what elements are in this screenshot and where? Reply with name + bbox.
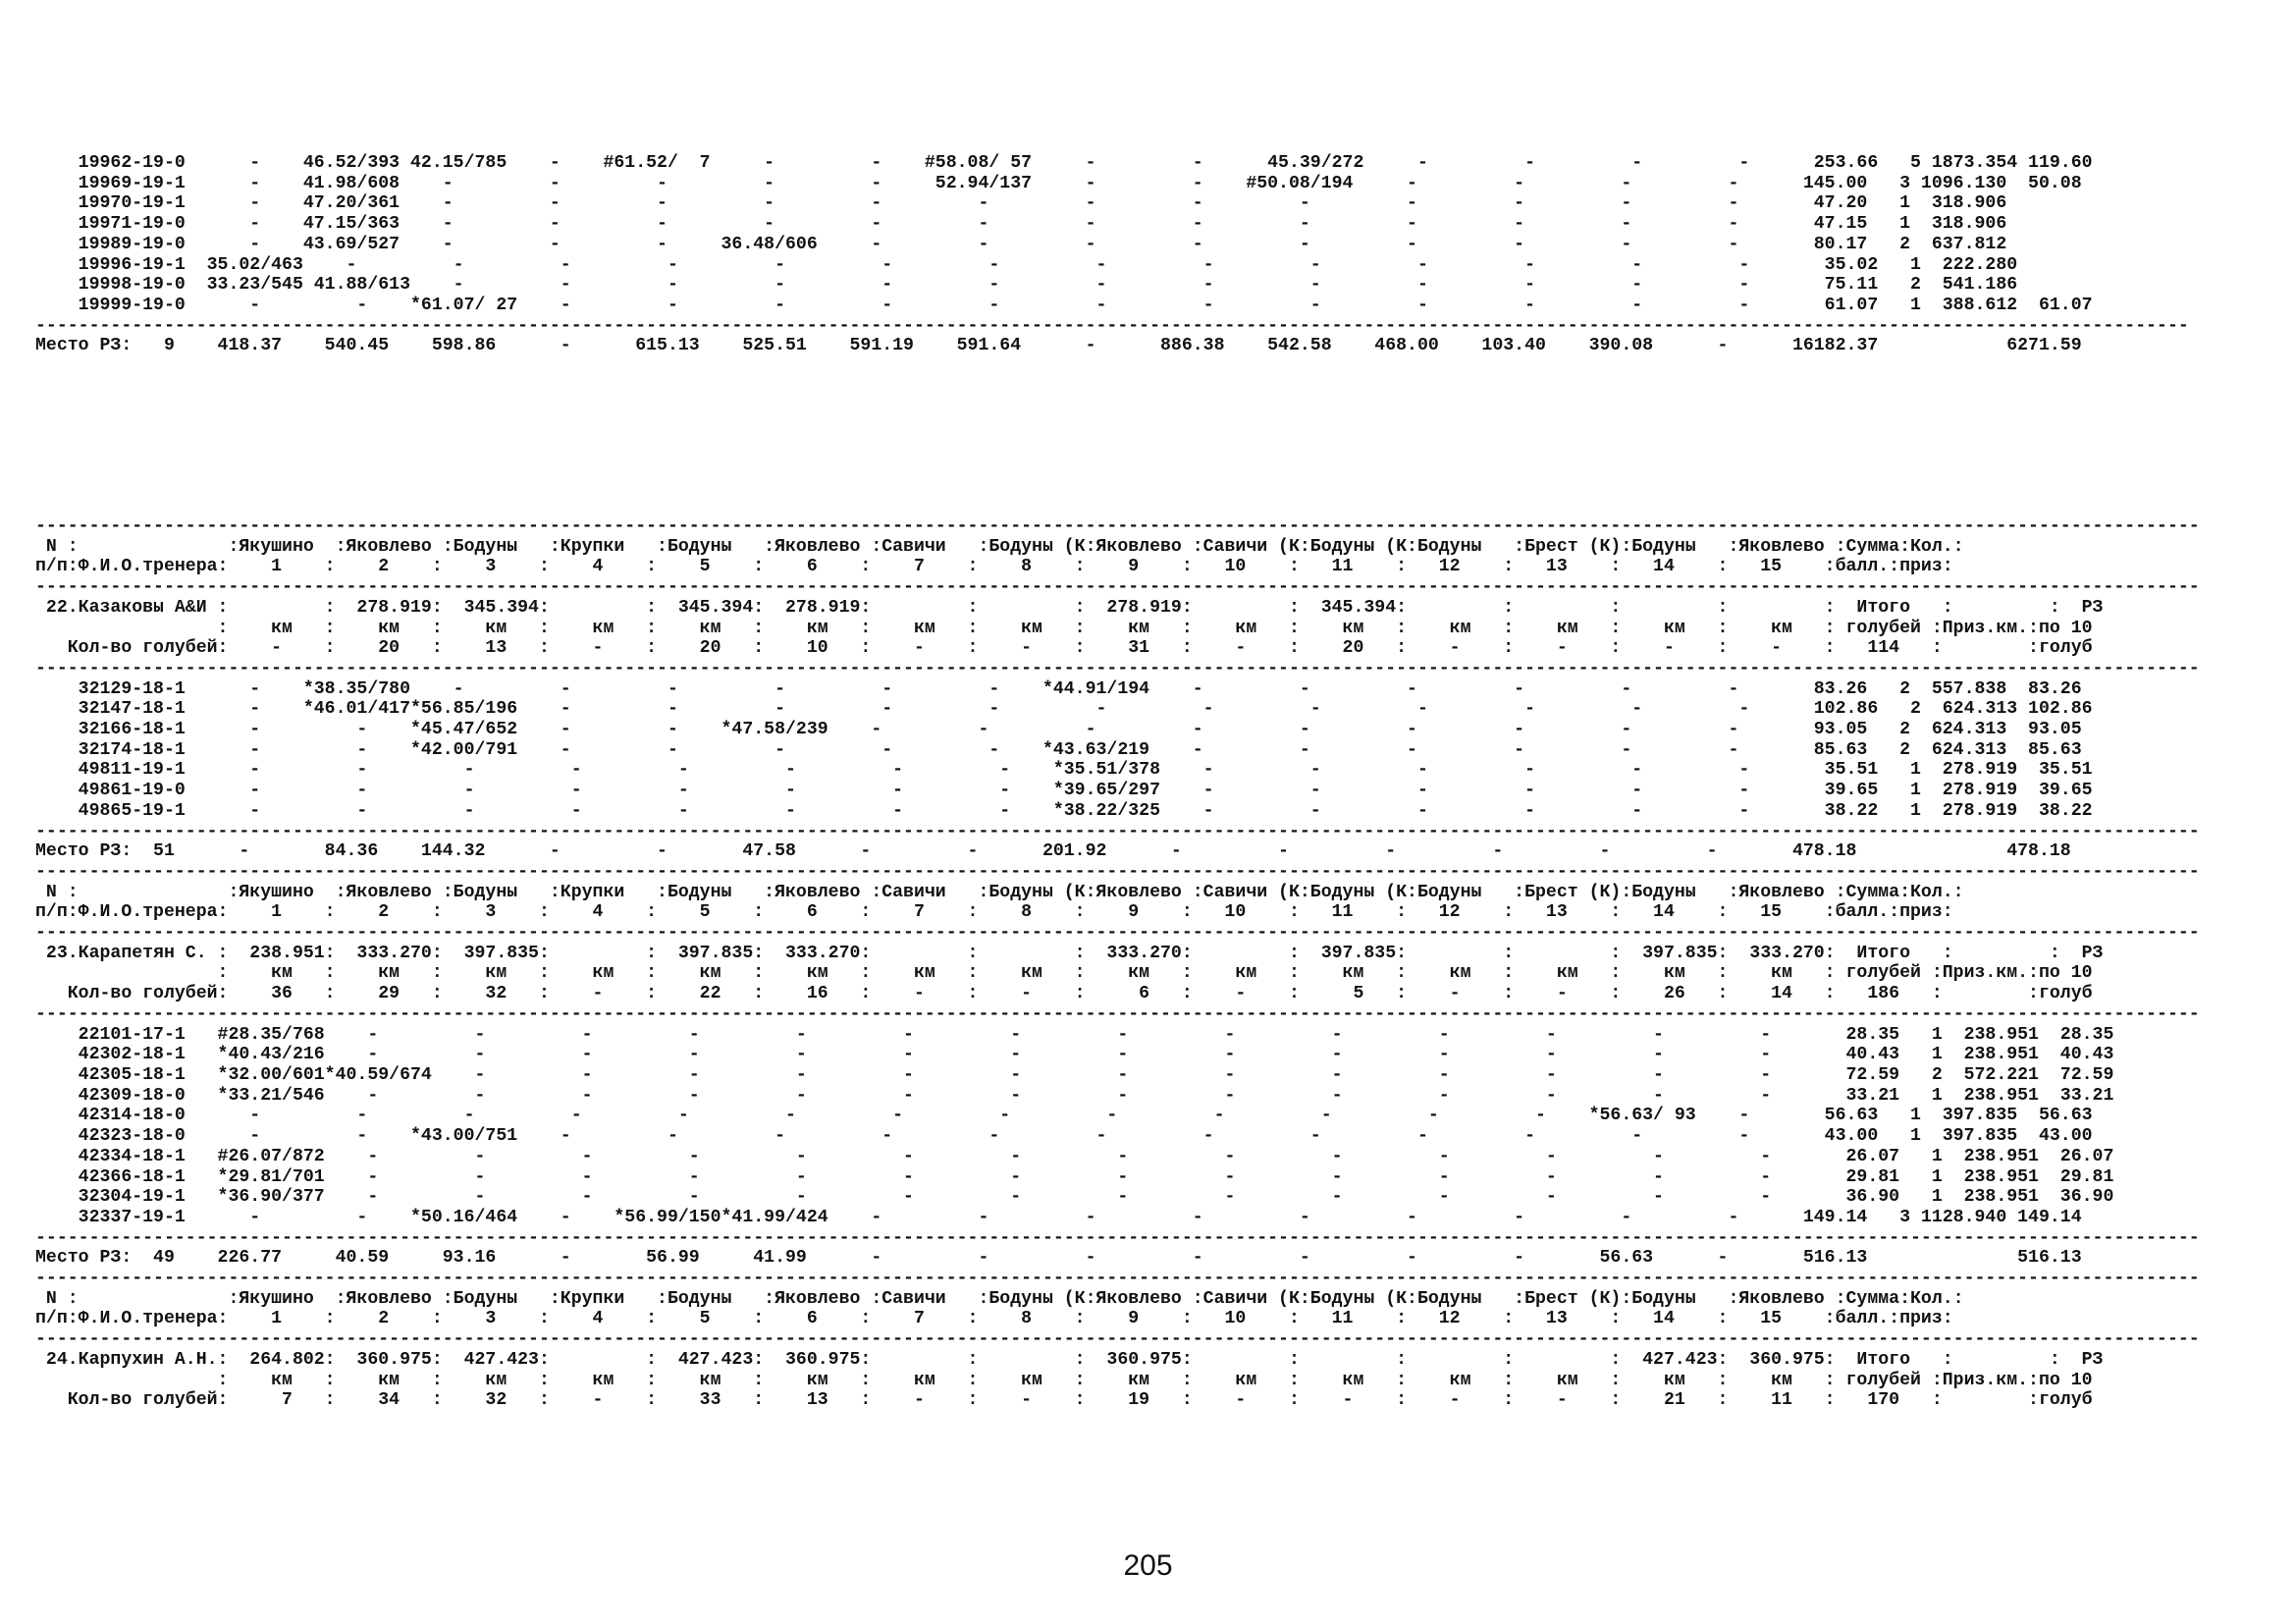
table-line: 49861-19-0 - - - - - - - - *39.65/297 - - - - - - 39.65 1 278.919 39.65 bbox=[35, 781, 2093, 801]
table-line: Место РЗ: 51 - 84.36 144.32 - - 47.58 - - 201.92 - - - - - - 478.18 478.18 bbox=[35, 841, 2071, 862]
table-line: ---------------------------------------------------------------------------------------------------------------------------------------------------------------------------------------------------------- bbox=[35, 1227, 2200, 1248]
table-line: ---------------------------------------------------------------------------------------------------------------------------------------------------------------------------------------------------------- bbox=[35, 516, 2200, 536]
table-line: 42302-18-1 *40.43/216 - - - - - - - - - - - - - - 40.43 1 238.951 40.43 bbox=[35, 1045, 2114, 1065]
results-tables bbox=[35, 516, 2200, 1411]
table-line: N : :Якушино :Яковлево :Бодуны :Крупки :Бодуны :Яковлево :Савичи :Бодуны (К:Яковлево :Савичи (К:Бодуны (К:Бодуны :Брест (К):Бодуны :Яковлево :Сумма:Кол.: bbox=[35, 882, 1964, 902]
table-line: п/п:Ф.И.О.тренера: 1 : 2 : 3 : 4 : 5 : 6 : 7 : 8 : 9 : 10 : 11 : 12 : 13 : 14 : 15 :балл.:приз: bbox=[35, 902, 1953, 923]
table-line: п/п:Ф.И.О.тренера: 1 : 2 : 3 : 4 : 5 : 6 : 7 : 8 : 9 : 10 : 11 : 12 : 13 : 14 : 15 :балл.:приз: bbox=[35, 557, 1953, 577]
table-line: ---------------------------------------------------------------------------------------------------------------------------------------------------------------------------------------------------------- bbox=[35, 1003, 2200, 1024]
table-line: 19971-19-0 - 47.15/363 - - - - - - - - - - - - - 47.15 1 318.906 bbox=[35, 214, 2007, 235]
table-line: N : :Якушино :Яковлево :Бодуны :Крупки :Бодуны :Яковлево :Савичи :Бодуны (К:Яковлево :Савичи (К:Бодуны (К:Бодуны :Брест (К):Бодуны :Яковлево :Сумма:Кол.: bbox=[35, 536, 1964, 557]
table-line: ---------------------------------------------------------------------------------------------------------------------------------------------------------------------------------------------------------- bbox=[35, 821, 2200, 841]
table-line: 19962-19-0 - 46.52/393 42.15/785 - #61.52/ 7 - - #58.08/ 57 - - 45.39/272 - - - - 253.66 5 1873.354 119.60 bbox=[35, 153, 2093, 173]
table-line: : км : км : км : км : км : км : км : км : км : км : км : км : км : км : км : голубей :Приз.км.:по 10 bbox=[35, 963, 2093, 984]
table-line: 42305-18-1 *32.00/601*40.59/674 - - - - - - - - - - - - - 72.59 2 572.221 72.59 bbox=[35, 1064, 2114, 1085]
table-line: Кол-во голубей: 36 : 29 : 32 : - : 22 : 16 : - : - : 6 : - : 5 : - : - : 26 : 14 : 186 : :голуб bbox=[35, 984, 2093, 1004]
table-line: 19996-19-1 35.02/463 - - - - - - - - - - - - - - 35.02 1 222.280 bbox=[35, 254, 2018, 275]
table-line: 19998-19-0 33.23/545 41.88/613 - - - - - - - - - - - - - 75.11 2 541.186 bbox=[35, 275, 2018, 296]
table-line: 19970-19-1 - 47.20/361 - - - - - - - - - - - - - 47.20 1 318.906 bbox=[35, 193, 2007, 214]
table-line: 22101-17-1 #28.35/768 - - - - - - - - - - - - - - 28.35 1 238.951 28.35 bbox=[35, 1024, 2114, 1045]
table-line: 23.Карапетян С. : 238.951: 333.270: 397.835: : 397.835: 333.270: : : 333.270: : 397.835: : : 397.835: 333.270: Итого : : РЗ bbox=[35, 943, 2104, 963]
table-line: 49865-19-1 - - - - - - - - *38.22/325 - - - - - - 38.22 1 278.919 38.22 bbox=[35, 800, 2093, 821]
table-line: 32166-18-1 - - *45.47/652 - - *47.58/239 - - - - - - - - - 93.05 2 624.313 93.05 bbox=[35, 720, 2082, 740]
table-line: 19999-19-0 - - *61.07/ 27 - - - - - - - - - - - - 61.07 1 388.612 61.07 bbox=[35, 295, 2093, 315]
page-number: 205 bbox=[1123, 1549, 1173, 1582]
table-line: 32129-18-1 - *38.35/780 - - - - - - *44.91/194 - - - - - - 83.26 2 557.838 83.26 bbox=[35, 678, 2082, 699]
table-line: Кол-во голубей: - : 20 : 13 : - : 20 : 10 : - : - : 31 : - : 20 : - : - : - : - : 114 : :голуб bbox=[35, 638, 2093, 659]
table-line: 42309-18-0 *33.21/546 - - - - - - - - - - - - - - 33.21 1 238.951 33.21 bbox=[35, 1085, 2114, 1106]
table-line: ---------------------------------------------------------------------------------------------------------------------------------------------------------------------------------------------------------- bbox=[35, 1329, 2200, 1350]
table-line: ---------------------------------------------------------------------------------------------------------------------------------------------------------------------------------------------------------- bbox=[35, 577, 2200, 598]
table-line: 42323-18-0 - - *43.00/751 - - - - - - - - - - - - 43.00 1 397.835 43.00 bbox=[35, 1126, 2093, 1147]
table-line: Кол-во голубей: 7 : 34 : 32 : - : 33 : 13 : - : - : 19 : - : - : - : - : 21 : 11 : 170 : :голуб bbox=[35, 1390, 2093, 1411]
table-line: 22.Казаковы А&И : : 278.919: 345.394: : 345.394: 278.919: : : 278.919: : 345.394: : : : : Итого : : РЗ bbox=[35, 597, 2104, 618]
table-line: 19989-19-0 - 43.69/527 - - - 36.48/606 - - - - - - - - - 80.17 2 637.812 bbox=[35, 234, 2007, 254]
table-line: N : :Якушино :Яковлево :Бодуны :Крупки :Бодуны :Яковлево :Савичи :Бодуны (К:Яковлево :Савичи (К:Бодуны (К:Бодуны :Брест (К):Бодуны :Яковлево :Сумма:Кол.: bbox=[35, 1288, 1964, 1309]
table-line: 32147-18-1 - *46.01/417*56.85/196 - - - - - - - - - - - - 102.86 2 624.313 102.86 bbox=[35, 699, 2093, 720]
table-line: ---------------------------------------------------------------------------------------------------------------------------------------------------------------------------------------------------------- bbox=[35, 658, 2200, 678]
table-line: ---------------------------------------------------------------------------------------------------------------------------------------------------------------------------------------------------------- bbox=[35, 861, 2200, 882]
table-line: 24.Карпухин А.Н.: 264.802: 360.975: 427.423: : 427.423: 360.975: : : 360.975: : : : : 427.423: 360.975: Итого : : РЗ bbox=[35, 1349, 2104, 1370]
table-line: 32174-18-1 - - *42.00/791 - - - - - *43.63/219 - - - - - - 85.63 2 624.313 85.63 bbox=[35, 739, 2082, 760]
table-line: 32337-19-1 - - *50.16/464 - *56.99/150*41.99/424 - - - - - - - - - 149.14 3 1128.940 149.14 bbox=[35, 1207, 2082, 1227]
table-line: Место РЗ: 9 418.37 540.45 598.86 - 615.13 525.51 591.19 591.64 - 886.38 542.58 468.00 103.40 390.08 - 16182.37 6271.59 bbox=[35, 336, 2082, 356]
table-line: : км : км : км : км : км : км : км : км : км : км : км : км : км : км : км : голубей :Приз.км.:по 10 bbox=[35, 1370, 2093, 1390]
table-line: 32304-19-1 *36.90/377 - - - - - - - - - - - - - - 36.90 1 238.951 36.90 bbox=[35, 1187, 2114, 1208]
table-line: 42366-18-1 *29.81/701 - - - - - - - - - - - - - - 29.81 1 238.951 29.81 bbox=[35, 1166, 2114, 1187]
table-line: 49811-19-1 - - - - - - - - *35.51/378 - - - - - - 35.51 1 278.919 35.51 bbox=[35, 760, 2093, 781]
table-line: ---------------------------------------------------------------------------------------------------------------------------------------------------------------------------------------------------------- bbox=[35, 1269, 2200, 1289]
results-table-continued bbox=[35, 153, 2189, 356]
table-line: : км : км : км : км : км : км : км : км : км : км : км : км : км : км : км : голубей :Приз.км.:по 10 bbox=[35, 618, 2093, 638]
table-line: п/п:Ф.И.О.тренера: 1 : 2 : 3 : 4 : 5 : 6 : 7 : 8 : 9 : 10 : 11 : 12 : 13 : 14 : 15 :балл.:приз: bbox=[35, 1309, 1953, 1329]
table-line: 19969-19-1 - 41.98/608 - - - - - 52.94/137 - - #50.08/194 - - - - 145.00 3 1096.130 50.08 bbox=[35, 173, 2082, 193]
table-line: ---------------------------------------------------------------------------------------------------------------------------------------------------------------------------------------------------------- bbox=[35, 923, 2200, 944]
table-line: 42314-18-0 - - - - - - - - - - - - - *56.63/ 93 - 56.63 1 397.835 56.63 bbox=[35, 1106, 2093, 1126]
table-line: --------------------------------------------------------------------------------------------------------------------------------------------------------------------------------------------------------- bbox=[35, 315, 2189, 336]
table-line: 42334-18-1 #26.07/872 - - - - - - - - - - - - - - 26.07 1 238.951 26.07 bbox=[35, 1146, 2114, 1166]
table-line: Место РЗ: 49 226.77 40.59 93.16 - 56.99 41.99 - - - - - - - 56.63 - 516.13 516.13 bbox=[35, 1248, 2082, 1269]
